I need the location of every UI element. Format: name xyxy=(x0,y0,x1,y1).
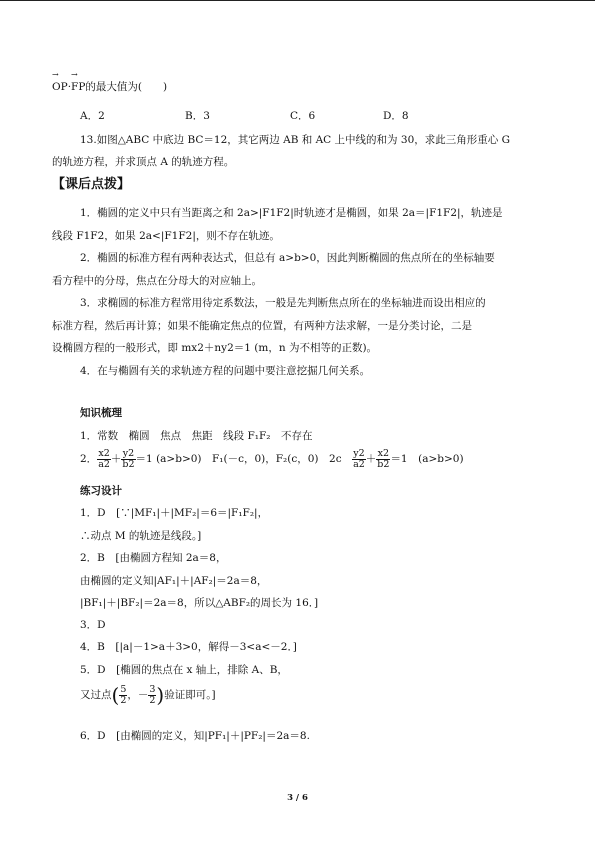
tip-2-line-2: 看方程中的分母，焦点在分母大的对应轴上。 xyxy=(52,275,262,287)
q13-line-1: 13.如图△ABC 中底边 BC＝12，其它两边 AB 和 AC 上中线的和为 30，求此三角形重心 G xyxy=(80,134,510,146)
tip-2-line-1: 2．椭圆的标准方程有两种表达式，但总有 a>b>0，因此判断椭圆的焦点所在的坐标轴要 xyxy=(80,252,495,264)
q12-option-a: A．2 xyxy=(80,110,105,122)
fraction-y2-b2: $\frac{y2}{b2}$ xyxy=(122,447,135,470)
header-rule xyxy=(0,0,595,1)
tip-3-line-1: 3．求椭圆的标准方程常用待定系数法，一般是先判断焦点所在的坐标轴进而设出相应的 xyxy=(80,297,486,309)
tip-1-line-1: 1．椭圆的定义中只有当距离之和 2a>|F1F2|时轨迹才是椭圆，如果 2a＝|F1F2|，轨迹是 xyxy=(80,207,503,219)
vector-fp: → FP xyxy=(71,80,85,94)
fraction-3-2: $\frac{3}{2}$ xyxy=(149,683,156,706)
answer-5-line-1: 5．D [椭圆的焦点在 x 轴上，排除 A、B， xyxy=(80,664,288,676)
answer-1-line-2: ∴动点 M 的轨迹是线段。] xyxy=(80,530,202,542)
fraction-x2-a2: $\frac{x2}{a2}$ xyxy=(98,447,110,470)
answer-5-line-2: 又过点( $\frac{5}{2}$ ，－ $\frac{3}{2}$ )验证即可。] xyxy=(80,683,216,707)
answer-3: 3．D xyxy=(80,619,106,631)
tip-3-line-3: 设椭圆方程的一般形式，即 mx2＋ny2＝1 (m，n 为不相等的正数)。 xyxy=(52,342,378,354)
practice-title: 练习设计 xyxy=(80,485,122,497)
tip-4: 4．在与椭圆有关的求轨迹方程的问题中要注意挖掘几何关系。 xyxy=(80,365,371,377)
knowledge-title: 知识梳理 xyxy=(80,407,122,419)
knowledge-line-2: 2． $\frac{x2}{a2}$ ＋ $\frac{y2}{b2}$ ＝1 (a>b>0) F₁(－c，0)，F₂(c，0) 2c $\frac{y2}{a2}$ ＋ $\frac{x2}{b2}$ ＝1 (a>b>0) xyxy=(80,447,464,470)
q12-option-c: C．6 xyxy=(290,110,316,122)
after-class-title: 【课后点拨】 xyxy=(52,177,131,192)
q12-option-d: D．8 xyxy=(383,110,409,122)
left-paren: ( xyxy=(111,683,120,707)
tip-1-line-2: 线段 F1F2，如果 2a<|F1F2|，则不存在轨迹。 xyxy=(52,230,280,242)
answer-2-line-1: 2．B [由椭圆方程知 2a＝8， xyxy=(80,552,227,564)
vector-op: → OP xyxy=(52,80,68,94)
answer-6: 6．D [由椭圆的定义，知|PF₁|＋|PF₂|＝2a＝8. xyxy=(80,730,310,742)
fraction-y2-a2: $\frac{y2}{a2}$ xyxy=(353,447,365,470)
q13-line-2: 的轨迹方程，并求顶点 A 的轨迹方程。 xyxy=(52,156,235,168)
q12-option-b: B．3 xyxy=(185,110,210,122)
fraction-5-2: $\frac{5}{2}$ xyxy=(120,683,127,706)
answer-2-line-3: |BF₁|＋|BF₂|＝2a＝8，所以△ABF₂的周长为 16．] xyxy=(80,597,319,609)
page-number: 3 / 6 xyxy=(287,793,308,803)
answer-4: 4．B [|a|－1>a＋3>0，解得－3<a<－2．] xyxy=(80,641,297,653)
q12-stem: → OP·→ FP的最大值为( ) xyxy=(52,80,167,94)
right-paren: ) xyxy=(156,683,165,707)
answer-1-line-1: 1．D [∵|MF₁|＋|MF₂|＝6＝|F₁F₂|， xyxy=(80,507,269,519)
tip-3-line-2: 标准方程，然后再计算；如果不能确定焦点的位置，有两种方法求解，一是分类讨论，二是 xyxy=(52,320,472,332)
answer-2-line-2: 由椭圆的定义知|AF₁|＋|AF₂|＝2a＝8， xyxy=(80,575,268,587)
knowledge-line-1: 1．常数 椭圆 焦点 焦距 线段 F₁F₂ 不存在 xyxy=(80,430,313,442)
fraction-x2-b2: $\frac{x2}{b2}$ xyxy=(377,447,390,470)
